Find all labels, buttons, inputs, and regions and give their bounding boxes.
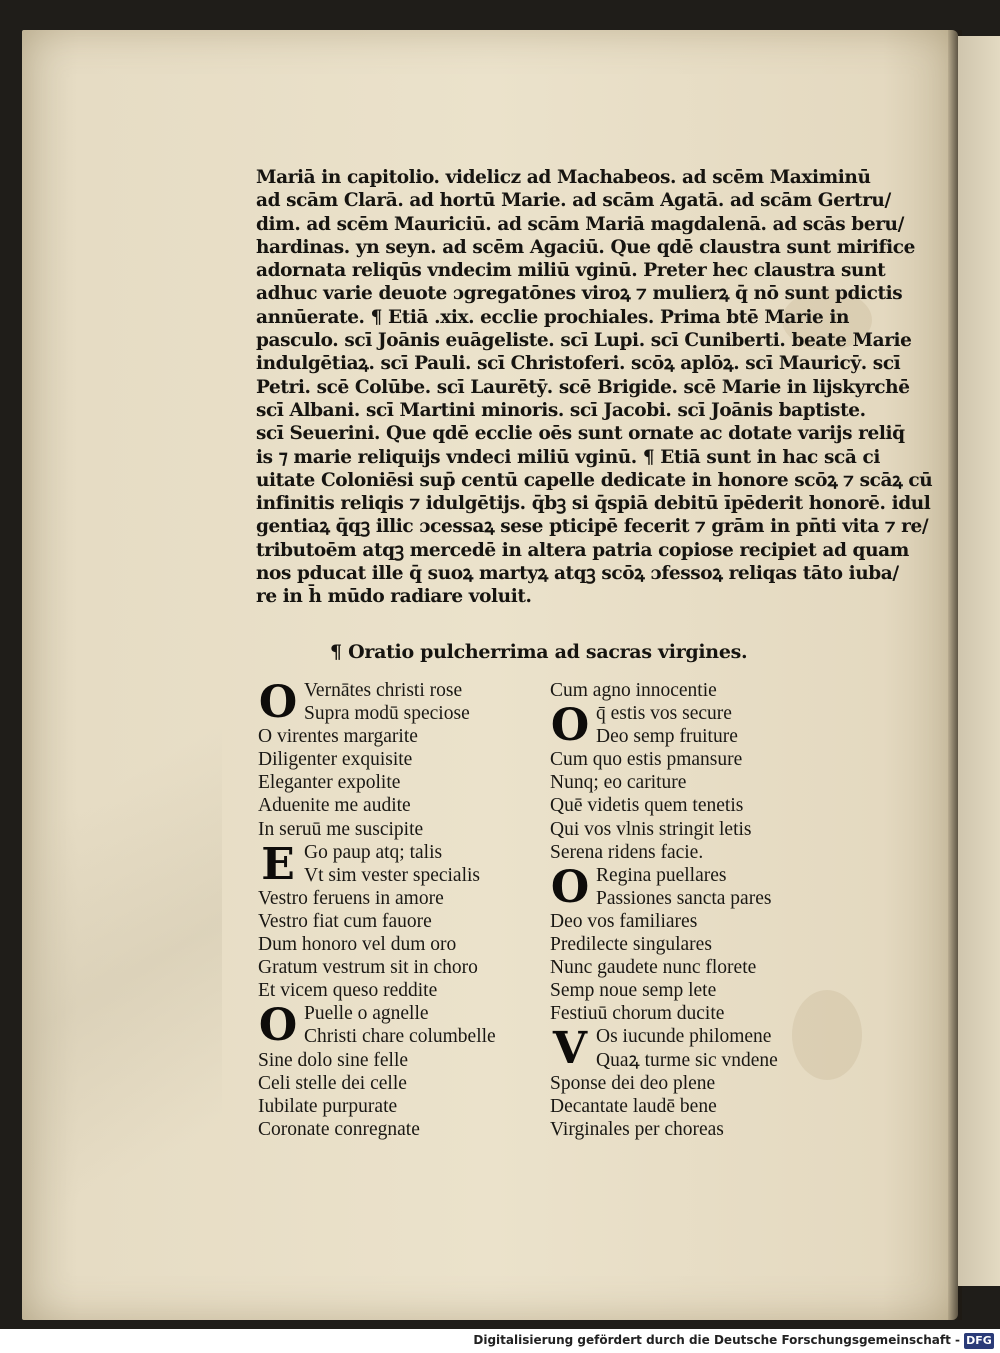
verse-line: q̄ estis vos secure — [596, 703, 732, 725]
prose-text-block — [256, 166, 933, 609]
prose-line: annūerate. ¶ Etiā .xix. ecclie prochiales. Prima btē Marie in — [256, 306, 850, 328]
verse-stanza — [550, 861, 835, 1026]
prose-line: re in h̄ mūdo radiare voluit. — [256, 586, 532, 608]
verse-line: Semp noue semp lete — [550, 980, 717, 1002]
funding-credit: Digitalisierung gefördert durch die Deutsche Forschungsgemeinschaft - — [473, 1333, 960, 1347]
verse-line: Vernātes christi rose — [304, 680, 463, 701]
verse-line: Vt sim vester specialis — [304, 864, 481, 886]
verse-line: Decantate laudē bene — [550, 1095, 717, 1117]
decorated-initial: E — [261, 838, 295, 890]
verse-line: Deo vos familiares — [550, 910, 698, 932]
verse-line: Cum agno innocentie — [550, 680, 717, 701]
verse-line: Dum honoro vel dum oro — [258, 934, 457, 956]
verse-column-right — [550, 679, 835, 1141]
prose-line: gentiaꝝ q̄qꝫ illic ɔcessaꝝ sese pticipē fecerit ⁊ grām in pn̄ti vita ⁊ re/ — [256, 516, 929, 538]
verse-line: Sine dolo sine felle — [258, 1049, 409, 1071]
verse-line: Vestro feruens in amore — [258, 887, 444, 909]
verse-column-left — [258, 679, 548, 1141]
adjacent-page-edge — [958, 36, 1000, 1286]
prose-line: indulgētiaꝝ. scī Pauli. scī Christoferi. scōꝝ aplōꝝ. scī Mauricȳ. scī — [256, 353, 901, 375]
verse-line: Nunc gaudete nunc florete — [550, 957, 757, 979]
verse-line: In seruū me suscipite — [258, 818, 424, 840]
prose-line: nos pducat ille q̄ suoꝝ martyꝝ atqꝫ scōꝝ ɔfessoꝝ reliqas tāto iuba/ — [256, 563, 899, 585]
verse-line: Supra modū speciose — [304, 703, 470, 725]
verse-line: Christi chare columbelle — [304, 1026, 496, 1048]
prose-line: adornata reliqūs vndecim miliū vginū. Preter hec claustra sunt — [256, 260, 886, 282]
verse-line: Gratum vestrum sit in choro — [258, 957, 478, 979]
verse-stanza — [258, 838, 548, 1003]
prose-line: uitate Coloniēsi sup̄ centū capelle dedicate in honore scōꝝ ⁊ scāꝝ cū — [256, 469, 933, 491]
verse-line: Quaꝝ turme sic vndene — [596, 1049, 778, 1071]
verse-line: Eleganter expolite — [258, 772, 401, 794]
prose-line: scī Albani. scī Martini minoris. scī Jacobi. scī Joānis baptiste. — [256, 399, 866, 421]
verse-line: Qui vos vlnis stringit letis — [550, 818, 752, 840]
prose-line: tributoēm atqꝫ mercedē in altera patria copiose recipiet ad quam — [256, 539, 909, 561]
decorated-initial: O — [258, 1000, 298, 1052]
decorated-initial: O — [550, 861, 590, 913]
prayer-heading: ¶ Oratio pulcherrima ad sacras virgines. — [330, 641, 748, 663]
verse-line: Et vicem queso reddite — [258, 980, 438, 1002]
dfg-logo-icon: DFG — [964, 1333, 994, 1349]
verse-line: Predilecte singulares — [550, 934, 712, 956]
decorated-initial: O — [258, 677, 298, 728]
verse-line: O virentes margarite — [258, 726, 418, 748]
decorated-initial: V — [552, 1023, 588, 1075]
verse-stanza — [550, 702, 835, 864]
prose-line: pasculo. scī Joānis euāgeliste. scī Lupi. scī Cuniberti. beate Marie — [256, 330, 912, 352]
verse-line: Serena ridens facie. — [550, 841, 704, 863]
verse-line: Iubilate purpurate — [258, 1095, 398, 1117]
decorated-initial: O — [550, 700, 590, 752]
verse-line: Vestro fiat cum fauore — [258, 910, 432, 932]
verse-line: Regina puellares — [596, 864, 727, 886]
verse-line: Nunq; eo cariture — [550, 772, 687, 794]
prose-line: scī Seuerini. Que qdē ecclie oēs sunt ornate ac dotate varijs reliq̄ — [256, 423, 905, 445]
prose-line: Mariā in capitolio. videlicz ad Machabeos. ad scēm Maximinū — [256, 167, 871, 188]
verse-line: Passiones sancta pares — [596, 887, 772, 909]
prose-line: dim. ad scēm Mauriciū. ad scām Mariā magdalenā. ad scās beru/ — [256, 213, 904, 235]
verse-line: Festiuū chorum ducite — [550, 1003, 725, 1025]
prose-line: hardinas. yn seyn. ad scēm Agaciū. Que qdē claustra sunt mirifice — [256, 236, 915, 258]
verse-stanza — [258, 1002, 548, 1141]
verse-line: Aduenite me audite — [258, 795, 411, 817]
verse-line: Celi stelle dei celle — [258, 1072, 407, 1094]
verse-line: Deo semp fruiture — [596, 726, 738, 748]
verse-line: Cum quo estis pmansure — [550, 749, 743, 771]
prose-line: adhuc varie deuote ɔgregatōnes viroꝝ ⁊ mulierꝝ q̄ nō sunt pdictis — [256, 283, 903, 305]
verse-line: Coronate conregnate — [258, 1118, 420, 1140]
prose-line: is ⁊ marie reliquijs vndeci miliū vginū. ¶ Etiā sunt in hac scā ci — [256, 446, 880, 468]
verse-stanza — [550, 1025, 835, 1140]
verse-line: Sponse dei deo plene — [550, 1072, 716, 1094]
verse-line: Diligenter exquisite — [258, 749, 413, 771]
prose-line: Petri. scē Colūbe. scī Laurētȳ. scē Brigide. scē Marie in lijskyrchē — [256, 376, 910, 398]
verse-line: Virginales per choreas — [550, 1118, 724, 1140]
verse-stanza — [258, 679, 548, 841]
verse-line: Go paup atq; talis — [304, 841, 443, 863]
verse-line: Os iucunde philomene — [596, 1026, 772, 1048]
verse-line: Quē videtis quem tenetis — [550, 795, 744, 817]
verse-stanza — [550, 679, 835, 702]
verse-line: Puelle o agnelle — [304, 1003, 429, 1025]
prose-line: ad scām Clarā. ad hortū Marie. ad scām Agatā. ad scām Gertru/ — [256, 190, 891, 212]
footer-bar — [0, 1329, 1000, 1353]
prose-line: infinitis reliqis ⁊ idulgētijs. q̄bꝫ si q̄spiā debitū īpēderit honorē. idul — [256, 493, 931, 515]
